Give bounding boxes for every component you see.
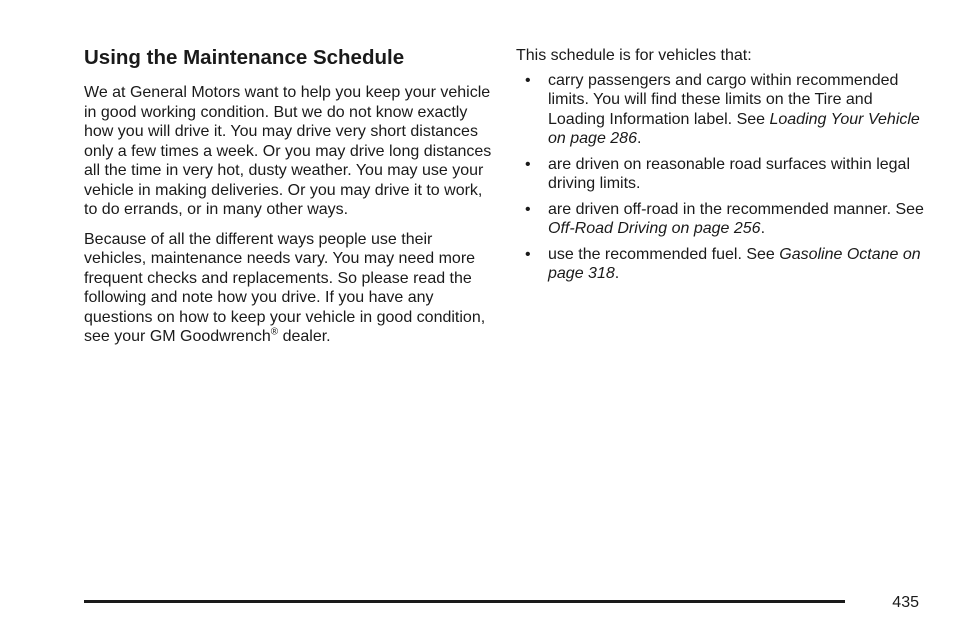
bullet-icon: • (525, 71, 531, 89)
list-item (516, 245, 926, 284)
right-column (516, 44, 926, 290)
paragraph-maintenance-needs (84, 230, 494, 347)
bullet-icon: • (525, 245, 531, 263)
list-item-text: use the recommended fuel. See (548, 245, 780, 263)
list-item-text: are driven on reasonable road surfaces within legal driving limits. (548, 155, 910, 192)
vehicle-conditions-list (516, 71, 926, 284)
bullet-icon: • (525, 155, 531, 173)
list-item-tail: . (614, 265, 620, 282)
list-item (516, 71, 926, 149)
bullet-icon: • (525, 200, 531, 218)
list-item-tail: . (636, 130, 642, 147)
page-reference-link[interactable]: Off-Road Driving on page 256 (548, 220, 761, 237)
paragraph-intro: We at General Motors want to help you keep your vehicle in good working condition. But we do not know exactly how you will drive it. You may drive very short distances only a few times a week. Or you may drive long distances all the time in very hot, dusty weather. You may use your vehicle in making deliveries. Or you may drive it to work, to do errands, or in many other ways. (84, 84, 492, 218)
list-item-text: carry passengers and cargo within recommended limits. You will find these limits on the Tire and Loading Information label. See (548, 71, 899, 128)
list-item-text: are driven off-road in the recommended manner. See (548, 200, 924, 218)
page-reference-link[interactable]: Loading Your Vehicle on page 286 (548, 110, 920, 147)
left-column (84, 44, 494, 357)
list-item (516, 200, 926, 239)
page-number: 435 (892, 594, 919, 611)
registered-mark: ® (270, 326, 279, 338)
section-title: Using the Maintenance Schedule (84, 46, 405, 69)
footer-rule (84, 600, 845, 603)
list-item-tail: . (760, 220, 766, 237)
schedule-intro: This schedule is for vehicles that: (516, 47, 752, 64)
paragraph-maintenance-needs-text: Because of all the different ways people use their vehicles, maintenance needs vary. You may need more frequent checks and replacements. So please read the following and note how you drive. If you have any questions on how to keep your vehicle in good condition, see your GM Goodwrench (84, 230, 486, 345)
page-reference-link[interactable]: Gasoline Octane on page 318 (548, 245, 921, 282)
paragraph-maintenance-needs-end: dealer. (278, 328, 331, 345)
list-item (516, 155, 926, 194)
